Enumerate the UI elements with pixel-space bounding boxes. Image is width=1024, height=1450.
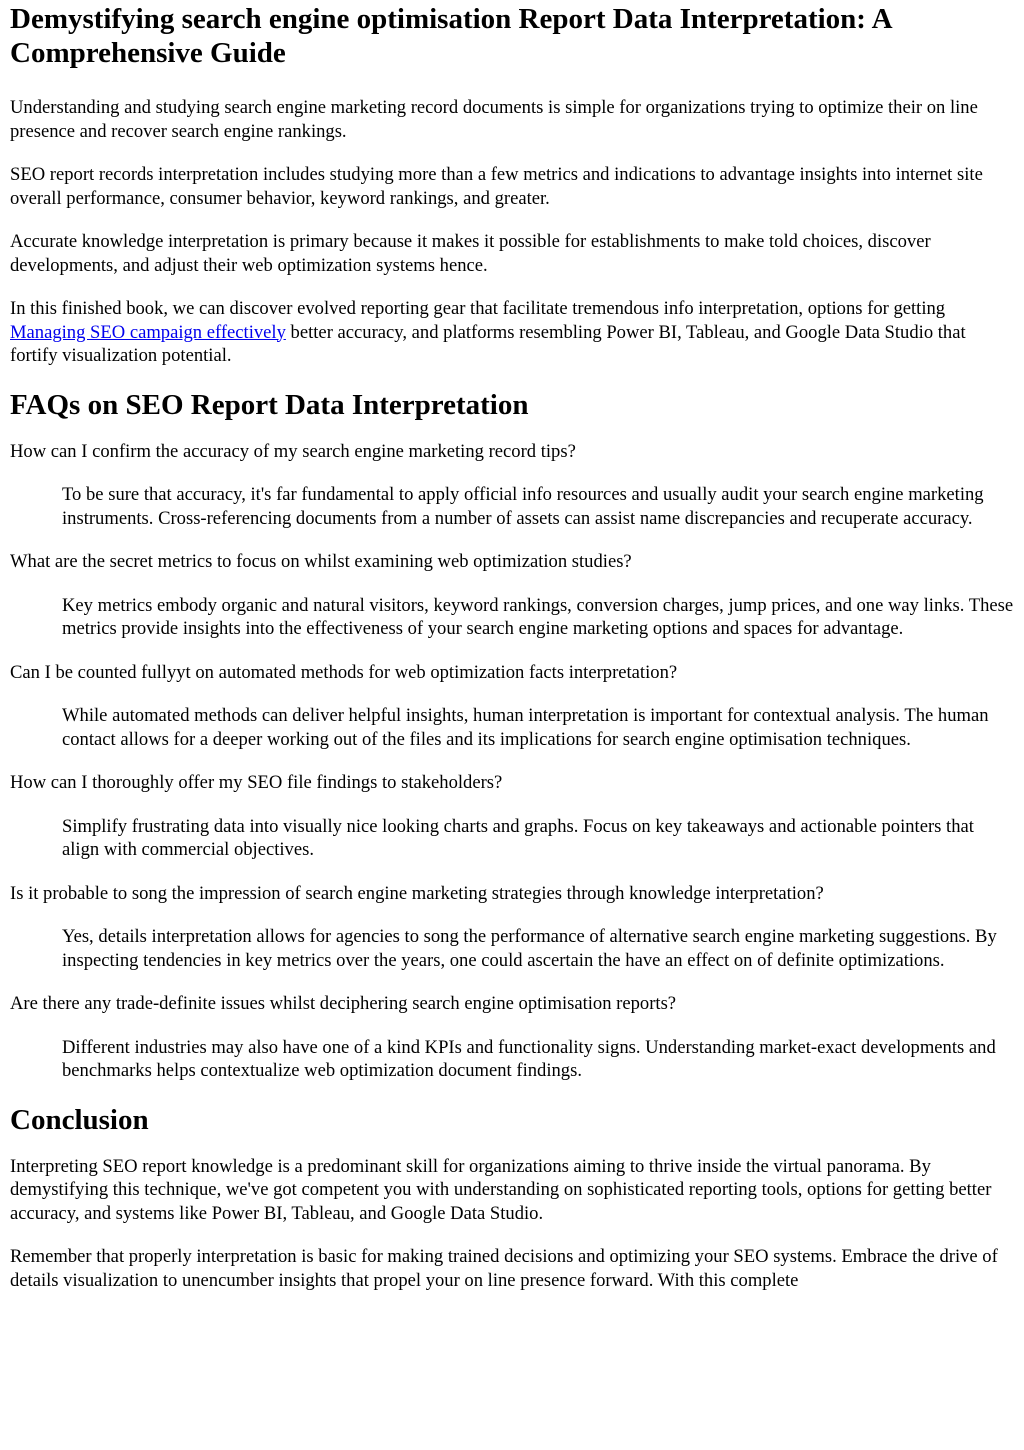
- intro-paragraph-1: Understanding and studying search engine marketing record documents is simple for organizations trying to optimize their on line presence and recover search engine rankings.: [10, 97, 978, 142]
- conclusion-paragraph-2: Remember that properly interpretation is basic for making trained decisions and optimizing your SEO systems. Embrace the drive of details visualization to unencumber insights that propel your on line presence forward. With this complete: [10, 1246, 998, 1291]
- faq-heading: FAQs on SEO Report Data Interpretation: [10, 388, 529, 421]
- faq-answer-2: Key metrics embody organic and natural visitors, keyword rankings, conversion charges, jump prices, and one way links. These metrics provide insights into the effectiveness of your search engine marketing options and spaces for advantage.: [62, 594, 1014, 639]
- faq-answer-3: While automated methods can deliver helpful insights, human interpretation is important for contextual analysis. The human contact allows for a deeper working out of the files and its implications for search engine optimisation techniques.: [62, 705, 989, 750]
- faq-answer-6: Different industries may also have one of a kind KPIs and functionality signs. Understanding market-exact developments and benchmarks helps contextualize web optimization document findings.: [62, 1036, 996, 1081]
- conclusion-heading: Conclusion: [10, 1103, 149, 1136]
- intro-paragraph-3: Accurate knowledge interpretation is primary because it makes it possible for establishments to make told choices, discover developments, and adjust their web optimization systems hence.: [10, 231, 931, 276]
- intro-paragraph-4: [10, 297, 1014, 368]
- faq-answer-1: To be sure that accuracy, it's far fundamental to apply official info resources and usually audit your search engine marketing instruments. Cross-referencing documents from a number of assets can assist name discrepancies and recuperate accuracy.: [62, 484, 984, 529]
- faq-question-4: How can I thoroughly offer my SEO file findings to stakeholders?: [10, 772, 503, 793]
- faq-question-6: Are there any trade-definite issues whilst deciphering search engine optimisation reports?: [10, 993, 677, 1014]
- intro-section: [10, 96, 1014, 368]
- faq-question-1: How can I confirm the accuracy of my search engine marketing record tips?: [10, 440, 576, 462]
- faq-section: [10, 440, 1014, 1083]
- intro-p4-before: In this finished book, we can discover evolved reporting gear that facilitate tremendous info interpretation, options for getting: [10, 298, 946, 319]
- intro-paragraph-2: SEO report records interpretation includes studying more than a few metrics and indications to advantage insights into internet site overall performance, consumer behavior, keyword rankings, and greater.: [10, 164, 983, 209]
- faq-question-5: Is it probable to song the impression of search engine marketing strategies through knowledge interpretation?: [10, 882, 824, 904]
- conclusion-paragraph-1: Interpreting SEO report knowledge is a predominant skill for organizations aiming to thrive inside the virtual panorama. By demystifying this technique, we've got competent you with understanding on sophisticated reporting tools, options for getting better accuracy, and systems like Power BI, Tableau, and Google Data Studio.: [10, 1155, 992, 1224]
- article-title: Demystifying search engine optimisation Report Data Interpretation: A Comprehensive Guide: [10, 3, 891, 69]
- conclusion-section: [10, 1155, 1014, 1293]
- faq-question-3: Can I be counted fullyyt on automated methods for web optimization facts interpretation?: [10, 661, 678, 683]
- faq-question-2: What are the secret metrics to focus on whilst examining web optimization studies?: [10, 551, 632, 572]
- intro-p4-after: better accuracy, and platforms resembling Power BI, Tableau, and Google Data Studio that fortify visualization potential.: [10, 321, 966, 366]
- article-page: [0, 2, 1024, 1292]
- managing-seo-campaign-link[interactable]: Managing SEO campaign effectively: [10, 321, 286, 343]
- faq-answer-4: Simplify frustrating data into visually nice looking charts and graphs. Focus on key takeaways and actionable pointers that align with commercial objectives.: [62, 815, 974, 860]
- faq-answer-5: Yes, details interpretation allows for agencies to song the performance of alternative search engine marketing suggestions. By inspecting tendencies in key metrics over the years, one could ascertain the have an effect on of definite optimizations.: [62, 926, 997, 971]
